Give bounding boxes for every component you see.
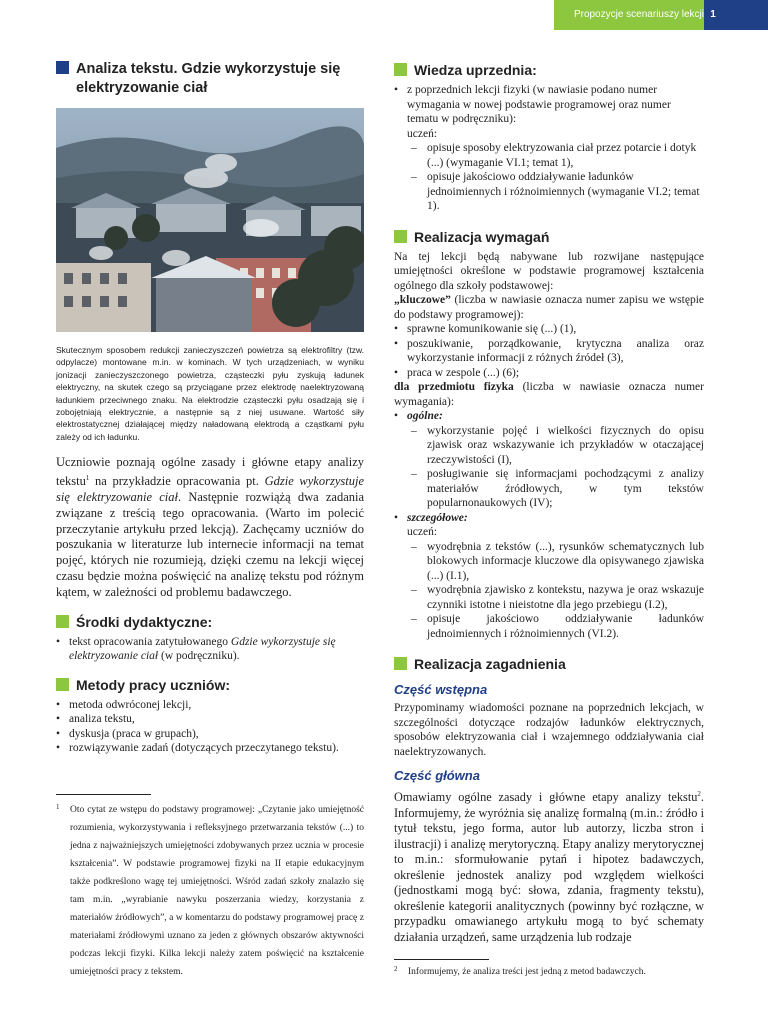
section-realizacja-title: Realizacja wymagań: [414, 228, 550, 245]
header-label: Propozycje scenariuszy lekcji: [573, 9, 704, 20]
realizacja-body: [394, 250, 704, 642]
intro-footnote-ref[interactable]: 1: [85, 474, 90, 483]
right-column: [394, 62, 704, 981]
header-bar: [554, 0, 768, 30]
kluczowe-label: „kluczowe”: [394, 294, 451, 306]
wiedza-intro: z poprzednich lekcji fizyki (w nawiasie podano numer wymagania w nowej podstawie programowej oraz numer tematu w podręczniku):: [407, 84, 671, 125]
fizyka-list: [394, 409, 704, 641]
section-marker: [394, 230, 407, 243]
section-marker: [394, 657, 407, 670]
list-item: – opisuje jakościowo oddziaływanie ładunków jednoimiennych i różnoimiennych (VI.2).: [407, 612, 704, 641]
list-item: • poszukiwanie, porządkowanie, krytyczna analiza oraz wykorzystanie informacji z różnych źródeł (3),: [394, 337, 704, 366]
section-realizacja-wymagan: [394, 229, 704, 245]
section-wiedza-title: Wiedza uprzednia:: [414, 62, 537, 78]
szczegolowe-uczen-label: uczeń:: [407, 526, 438, 538]
fizyka-text: (liczba w nawiasie oznacza numer wymagania):: [394, 381, 704, 408]
wstepna-text: Przypominamy wiadomości poznane na poprzednich lekcjach, w szczególności dotyczące rodzajów ładunków elektrycznych, sposobów elektryzowania ciał i wzajemnego oddziaływania ciał naelektryzowanych.: [394, 702, 704, 758]
list-item: • metoda odwróconej lekcji,: [56, 698, 364, 713]
wiedza-list: [394, 83, 704, 214]
srodki-title-italic: Gdzie wykorzystuje się elektryzowanie ciał: [69, 635, 336, 663]
list-item: – opisuje sposoby elektryzowania ciał przez potarcie i dotyk (...) (wymaganie VI.1; temat 1),: [407, 141, 704, 170]
ogolne-label: ogólne:: [407, 410, 443, 422]
footnote-1: [56, 801, 364, 981]
list-item: – wyodrębnia z tekstów (...), rysunków schematycznych lub blokowych informacje kluczowe dla opisywanego zjawiska (...) (I.1),: [407, 540, 704, 584]
kluczowe-list: [394, 322, 704, 380]
section-zagadnienia-title: Realizacja zagadnienia: [414, 656, 566, 672]
wiedza-uczen-label: uczeń:: [407, 127, 438, 140]
glowna-footnote-ref[interactable]: 2: [697, 790, 701, 798]
footnote-text: Oto cytat ze wstępu do podstawy programowej: „Czytanie jako umiejętność rozumienia, wykorzystywania i refleksyjnego przetwarzania tekstów (...) to jedna z najważniejszych umiejętności zdobywanych przez ucznia w procesie kształcenia”. W podstawie programowej fizyki na II etapie edukacyjnym także podkreślono wagę tej umiejętności. Wśród zadań szkoły znalazło się tam m.in. „wyrabianie nawyku poszerzania wiedzy, korzystania z materiałów źródłowych”, a w komentarzu do podstawy programowej pracę z materiałami źródłowymi uznano za jeden z głównych obszarów aktywności podczas lekcji fizyki. Kilka lekcji należy zatem poświęcić na kształcenie umiejętności pracy z tekstem.: [70, 804, 364, 977]
fizyka-label: dla przedmiotu fizyka: [394, 381, 514, 393]
list-item: – wykorzystanie pojęć i wielkości fizycznych do opisu zjawisk oraz wskazywanie ich przykładów w otaczającej rzeczywistości (I),: [407, 424, 704, 468]
glowna-text-a: Omawiamy ogólne zasady i główne etapy analizy tekstu: [394, 790, 698, 805]
lesson-title-line2: elektryzowanie ciał: [76, 80, 208, 96]
list-item: – posługiwanie się informacjami pochodzącymi z analizy materiałów źródłowych, w tym tekstów popularnonaukowych (IV);: [407, 467, 704, 511]
ogolne-sublist: [407, 424, 704, 511]
wiedza-sublist: [407, 141, 704, 214]
lesson-title: [56, 60, 364, 98]
section-srodki-title: Środki dydaktyczne:: [76, 613, 213, 630]
subsection-wstepna-title: Część wstępna: [394, 682, 488, 697]
intro-text-c: . Następnie rozwiążą dwa zadania związane z treścią tego opracowania. (Warto im polecić przeczytanie artykułu przed lekcją). Zachęcamy uczniów do poszukania w literaturze lub internecie informacji na temat pojęć, których nie rozumieją, dzięki czemu na lekcji więcej czasu będzie można poświęcić na analizę tekstu pod różnym kątem, w zależności od problemu badawczego.: [56, 490, 365, 599]
footnote-number: 2: [394, 965, 398, 974]
szczegolowe-label: szczegółowe:: [407, 511, 468, 524]
section-wiedza: [394, 62, 704, 78]
section-marker: [56, 678, 69, 691]
list-item: – opisuje jakościowo oddziaływanie ładunków jednoimiennych i różnoimiennych (wymaganie VI.2; temat 1).: [407, 170, 704, 214]
photo: [56, 108, 364, 337]
footnote-divider: [56, 794, 151, 795]
glowna-text: [394, 787, 704, 945]
szczegolowe-sublist: [407, 540, 704, 642]
section-srodki: [56, 614, 364, 630]
realizacja-intro: Na tej lekcji będą nabywane lub rozwijane następujące umiejętności określone w podstawie programowej kształcenia ogólnego dla szkoły podstawowej:: [394, 250, 704, 292]
list-item: • rozwiązywanie zadań (dotyczących przeczytanego tekstu).: [56, 741, 364, 756]
section-marker: [56, 615, 69, 628]
subsection-glowna-title: Część główna: [394, 768, 480, 783]
metody-list: [56, 698, 364, 756]
list-item: • praca w zespole (...) (6);: [394, 366, 704, 381]
lesson-title-line1: Analiza tekstu. Gdzie wykorzystuje się: [76, 61, 341, 77]
photo-caption: Skutecznym sposobem redukcji zanieczyszczeń powietrza są elektrofiltry (tzw. odpylacze) montowane m.in. w kominach. W tych urządzeniach, w wyniku jonizacji zanieczyszczonego powietrza, cząsteczki pyłu zyskują ładunek elektryczny, na skutek czego są przyciągane przez elektrodę naelektryzowaną ładunkiem przeciwnego znaku. Na elektrodzie cząsteczki pyłu osadzają się i zobojętniają elektrycznie, a następnie są z niej usuwane. Wartość siły elektrostatycznej działającej między naładowaną elektrodą a cząstkami pyłu zależy od ich ładunku.: [56, 345, 364, 442]
list-item: [56, 635, 364, 664]
section-metody-title: Metody pracy uczniów:: [76, 676, 231, 693]
intro-article-title: Gdzie wykorzystuje się elektryzowanie ciał: [56, 474, 364, 504]
intro-text-a: Uczniowie poznają ogólne zasady i główne etapy analizy tekstu: [56, 455, 364, 489]
left-column: [56, 60, 364, 981]
kluczowe-heading: [394, 293, 704, 322]
srodki-text-a: tekst opracowania zatytułowanego: [69, 635, 231, 648]
page-number: 1: [710, 9, 716, 20]
kluczowe-text: (liczba w nawiasie oznacza numer zapisu we wstępie do podstawy programowej):: [394, 294, 704, 321]
page-number-box: [704, 0, 768, 30]
glowna-text-b: . Informujemy, że wyróżnia się analizę formalną (m.in.: źródło i tytuł tekstu, jego forma, autor lub autorzy, liczba stron i ilustracji) i analizę merytoryczną. Etapy analizy merytorycznej to m.in.: sformułowanie pytań i hipotez badawczych, określenie jednostek analizy pod względem wielkości (jednostkami mogą być: słowa, zdania, fragmenty tekstu), określenie kategorii analitycznych (powinny być rozłączne, w przypadku omawianego artykułu mogą to być schematy działania urządzeń, same urządzenia lub rodzaje: [394, 790, 704, 944]
town-chimney-photo: [56, 108, 364, 332]
intro-text-b: na przykładzie opracowania pt.: [89, 474, 265, 489]
title-marker: [56, 61, 69, 74]
section-realizacja-zagadnienia: [394, 656, 704, 672]
srodki-list: [56, 635, 364, 664]
section-marker: [394, 63, 407, 76]
intro-paragraph: [56, 455, 364, 600]
list-item: [394, 511, 704, 642]
fizyka-heading: [394, 380, 704, 409]
footnote-number: 1: [56, 802, 60, 811]
list-item: [394, 83, 704, 214]
list-item: – wyodrębnia zjawisko z kontekstu, nazywa je oraz wskazuje czynniki istotne i nieistotne dla jego przebiegu (I.2),: [407, 583, 704, 612]
list-item: • analiza tekstu,: [56, 712, 364, 727]
footnote-text: Informujemy, że analiza treści jest jedną z metod badawczych.: [408, 967, 646, 978]
section-metody: [56, 677, 364, 693]
list-item: [394, 409, 704, 511]
footnote-divider: [394, 959, 489, 960]
srodki-text-b: (w podręczniku).: [158, 650, 240, 663]
footnote-2: [394, 963, 704, 981]
list-item: • sprawne komunikowanie się (...) (1),: [394, 322, 704, 337]
list-item: • dyskusja (praca w grupach),: [56, 727, 364, 742]
